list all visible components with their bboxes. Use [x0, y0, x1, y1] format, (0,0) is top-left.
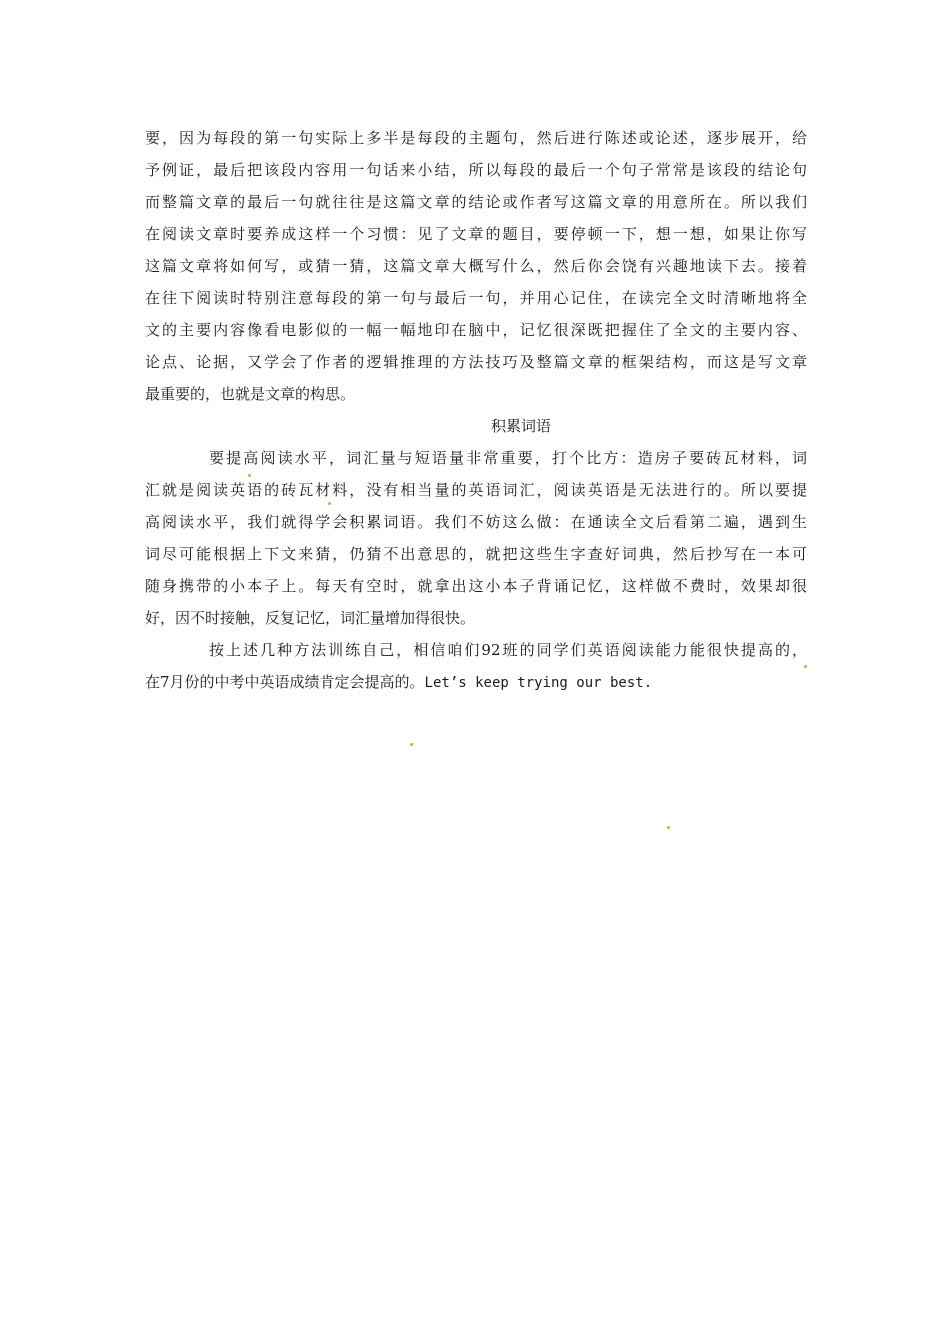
paragraph-conclusion: [145, 634, 807, 698]
text-line: 最重要的，也就是文章的构思。: [145, 385, 356, 403]
text-line: 在往下阅读时特别注意每段的第一句与最后一句，并用心记住，在读完全文时清晰地将全: [145, 289, 807, 307]
speck-mark: [804, 665, 807, 668]
document-body: [145, 122, 807, 698]
speck-mark: [410, 743, 413, 746]
text-line-chinese: 在7月份的中考中英语成绩肯定会提高的。: [145, 673, 425, 691]
text-line: 文的主要内容像看电影似的一幅一幅地印在脑中，记忆很深既把握住了全文的主要内容、: [145, 321, 807, 339]
text-line: 论点、论据，又学会了作者的逻辑推理的方法技巧及整篇文章的框架结构，而这是写文章: [145, 353, 807, 371]
speck-mark: [667, 826, 670, 829]
text-line: 词尽可能根据上下文来猜，仍猜不出意思的，就把这些生字查好词典，然后抄写在一本可: [145, 545, 807, 563]
text-line: 随身携带的小本子上。每天有空时，就拿出这小本子背诵记忆，这样做不费时，效果却很: [145, 577, 807, 595]
text-line: 要，因为每段的第一句实际上多半是每段的主题句，然后进行陈述或论述，逐步展开，给: [145, 129, 807, 147]
text-line: 要提高阅读水平，词汇量与短语量非常重要，打个比方：造房子要砖瓦材料，词: [209, 449, 807, 467]
text-line-english: Let’s keep trying our best.: [424, 675, 653, 691]
text-line: 高阅读水平，我们就得学会积累词语。我们不妨这么做：在通读全文后看第二遍，遇到生: [145, 513, 807, 531]
text-line: 按上述几种方法训练自己，相信咱们92班的同学们英语阅读能力能很快提高的，: [209, 641, 807, 659]
speck-mark: [328, 502, 331, 505]
paragraph-vocabulary: [145, 442, 807, 634]
speck-mark: [248, 474, 251, 477]
text-line: [145, 666, 807, 698]
text-line: 汇就是阅读英语的砖瓦材料，没有相当量的英语词汇，阅读英语是无法进行的。所以要提: [145, 481, 807, 499]
text-line: 这篇文章将如何写，或猜一猜，这篇文章大概写什么，然后你会饶有兴趣地读下去。接着: [145, 257, 807, 275]
text-line: 好，因不时接触，反复记忆，词汇量增加得很快。: [145, 609, 476, 627]
section-heading: 积累词语: [490, 417, 551, 435]
text-line: 在阅读文章时要养成这样一个习惯：见了文章的题目，要停顿一下，想一想，如果让你写: [145, 225, 807, 243]
text-line: 而整篇文章的最后一句就往往是这篇文章的结论或作者写这篇文章的用意所在。所以我们: [145, 193, 807, 211]
text-line: 予例证，最后把该段内容用一句话来小结，所以每段的最后一个句子常常是该段的结论句: [145, 161, 807, 179]
paragraph-structure-reading: [145, 122, 807, 410]
